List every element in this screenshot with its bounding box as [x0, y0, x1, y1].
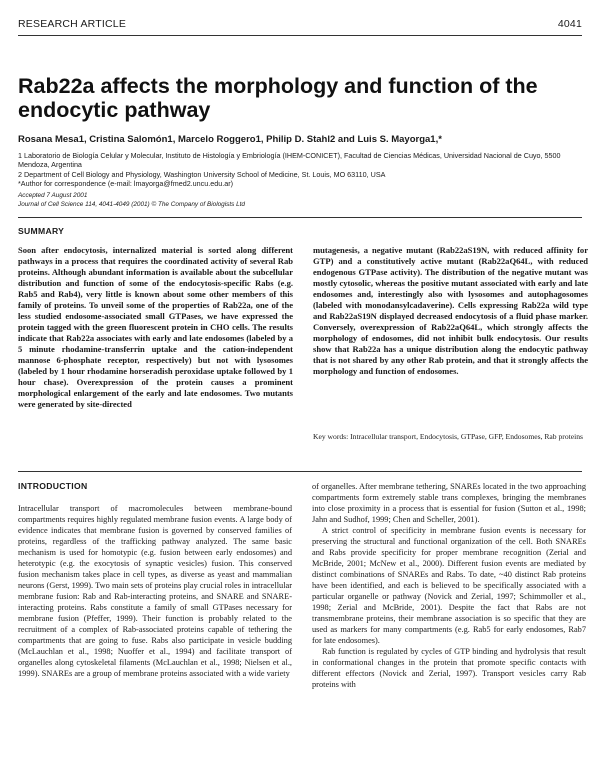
intro-paragraph: Intracellular transport of macromolecules between membrane-bound compartments requires highly regulated membrane fusion events. A large body of evidence indicates that membrane fusion is governed by conserved families of proteins, regardless of the trafficking pathway analyzed. The same basic mechanism is used for homotypic (e.g. fusion between early endosomes) and heterotypic (e.g. the exocytosis of synaptic vesicles) fusion. This conserved fusion mechanism takes place in cell types, as diverse as yeast and mammalian neurons (Gerst, 1999). Two main sets of proteins play crucial roles in intracellular membrane fusion: Rab and Rab-interacting proteins, and SNARE and SNARE-interacting proteins. Rabs constitute a family of small GTPases necessary for membrane fusion (Pfeffer, 1999). Their function is probably related to the recruitment of a complex of Rab-associated proteins capable of tethering the compartments that are going to fuse. Rabs also participate in vesicle budding (McLauchlan et al., 1998; Nuoffer et al., 1994) and facilitate transport of organelles along cytoskeletal filaments (McLauchlan et al., 1998; Nielsen et al., 1999). SNAREs are a group of membrane proteins associated with a wide variety [18, 504, 292, 678]
section-label: RESEARCH ARTICLE [18, 18, 127, 30]
article-title: Rab22a affects the morphology and function of the endocytic pathway [18, 74, 538, 122]
page-number: 4041 [557, 18, 582, 30]
author-list: Rosana Mesa1, Cristina Salomón1, Marcelo Roggero1, Philip D. Stahl2 and Luis S. Mayorga1,* [18, 134, 442, 145]
intro-column-1 [18, 503, 292, 679]
intro-column-2 [312, 481, 586, 690]
summary-rule [18, 217, 582, 218]
summary-text-2: mutagenesis, a negative mutant (Rab22aS19N, with reduced affinity for GTP) and a constitutively active mutant (Rab22aQ64L, with reduced endogenous GTPase activity). The distribution of the negative mutant was mostly cytosolic, whereas the positive mutant associated with early and late endosomes and, interestingly also with lysosomes and autophagosomes (labeled with monodansylcadaverine). Cells expressing Rab22a wild type and Rab22aS19N displayed decreased endocytosis of a fluid phase marker. Conversely, overexpression of Rab22aQ64L, which strongly affects the morphology of endosomes, did not inhibit bulk endocytosis. Our results show that Rab22a has a unique distribution along the endocytic pathway that is not shared by any other Rab protein, and that it strongly affects the morphology and function of endosomes. [313, 245, 588, 376]
keywords: Key words: Intracellular transport, Endocytosis, GTPase, GFP, Endosomes, Rab proteins [313, 432, 583, 441]
intro-paragraph: Rab function is regulated by cycles of GTP binding and hydrolysis that result in conformational changes in the protein that promote specific contacts with different effectors (Novick and Zerial, 1997). Transport vesicles carry Rab proteins with [312, 647, 586, 689]
publication-info [18, 192, 583, 209]
header-rule [18, 35, 582, 36]
intro-rule [18, 471, 582, 472]
journal-citation: Journal of Cell Science 114, 4041-4049 (2001) © The Company of Biologists Ltd [18, 200, 245, 208]
intro-paragraph: of organelles. After membrane tethering, SNAREs located in the two approaching compartments form extremely stable trans complexes, bringing the membranes into close proximity in a process that is essential for fusion (Sutton et al., 1998; Jahn and Sudhof, 1999; Chen and Scheller, 2001). [312, 482, 586, 524]
summary-column-2 [313, 245, 588, 377]
affiliation-1: 1 Laboratorio de Biología Celular y Molecular, Instituto de Histología y Embriología (IHEM-CONICET), Facultad de Ciencias Médicas, Universidad Nacional de Cuyo, 5500 Mendoza, Argentina [18, 151, 561, 170]
running-header [18, 18, 582, 32]
intro-paragraph: A strict control of specificity in membrane fusion events is necessary for preserving the structural and functional organization of the cell. Both SNAREs and Rabs provide specificity for proper membrane recognition (Zerial and McBride, 2001; McNew et al., 2000). Different fusion events are mediated by distinct combinations of SNAREs and Rabs. To date, ~40 distinct Rab proteins have been identified, and each is believed to be specifically associated with a particular organelle or pathway (Novick and Zerial, 1997; Schimmoller et al., 1998; Zerial and McBride, 2001). Despite the fact that Rabs are not transmembrane proteins, their membrane association is so specific that they are used as markers for many compartments (e.g. Rab5 for early endosomes, Rab7 for late endosomes). [312, 526, 586, 645]
affiliation-2: 2 Department of Cell Biology and Physiology, Washington University School of Medicine, St. Louis, MO 63110, USA [18, 169, 386, 179]
summary-heading: SUMMARY [18, 226, 65, 236]
introduction-heading: INTRODUCTION [18, 481, 88, 491]
affiliations [18, 151, 583, 189]
correspondence-note: *Author for correspondence (e-mail: lmayorga@fmed2.uncu.edu.ar) [18, 179, 234, 189]
summary-column-1 [18, 245, 293, 410]
summary-text-1: Soon after endocytosis, internalized material is sorted along different pathways in a process that requires the coordinated activity of several Rab proteins. Although abundant information is available about the subcellular distribution and function of some of the endocytosis-specific Rabs (e.g. Rab5 and Rab4), very little is known about some other members of this family of proteins. To unveil some of the properties of Rab22a, one of the less studied endosome-associated small GTPases, we have expressed the protein tagged with the green fluorescent protein in CHO cells. The results indicate that Rab22a associates with early and late endosomes (labeled by a 5 minute rhodamine-transferrin uptake and the cation-independent mannose 6-phosphate receptor, respectively) but not with lysosomes (labeled by 1 hour rhodamine horseradish peroxidase uptake followed by 1 hour chase). Overexpression of the protein causes a prominent morphological enlargement of the early and late endosomes. Two mutants were generated by site-directed [18, 245, 293, 409]
accepted-date: Accepted 7 August 2001 [18, 192, 88, 199]
